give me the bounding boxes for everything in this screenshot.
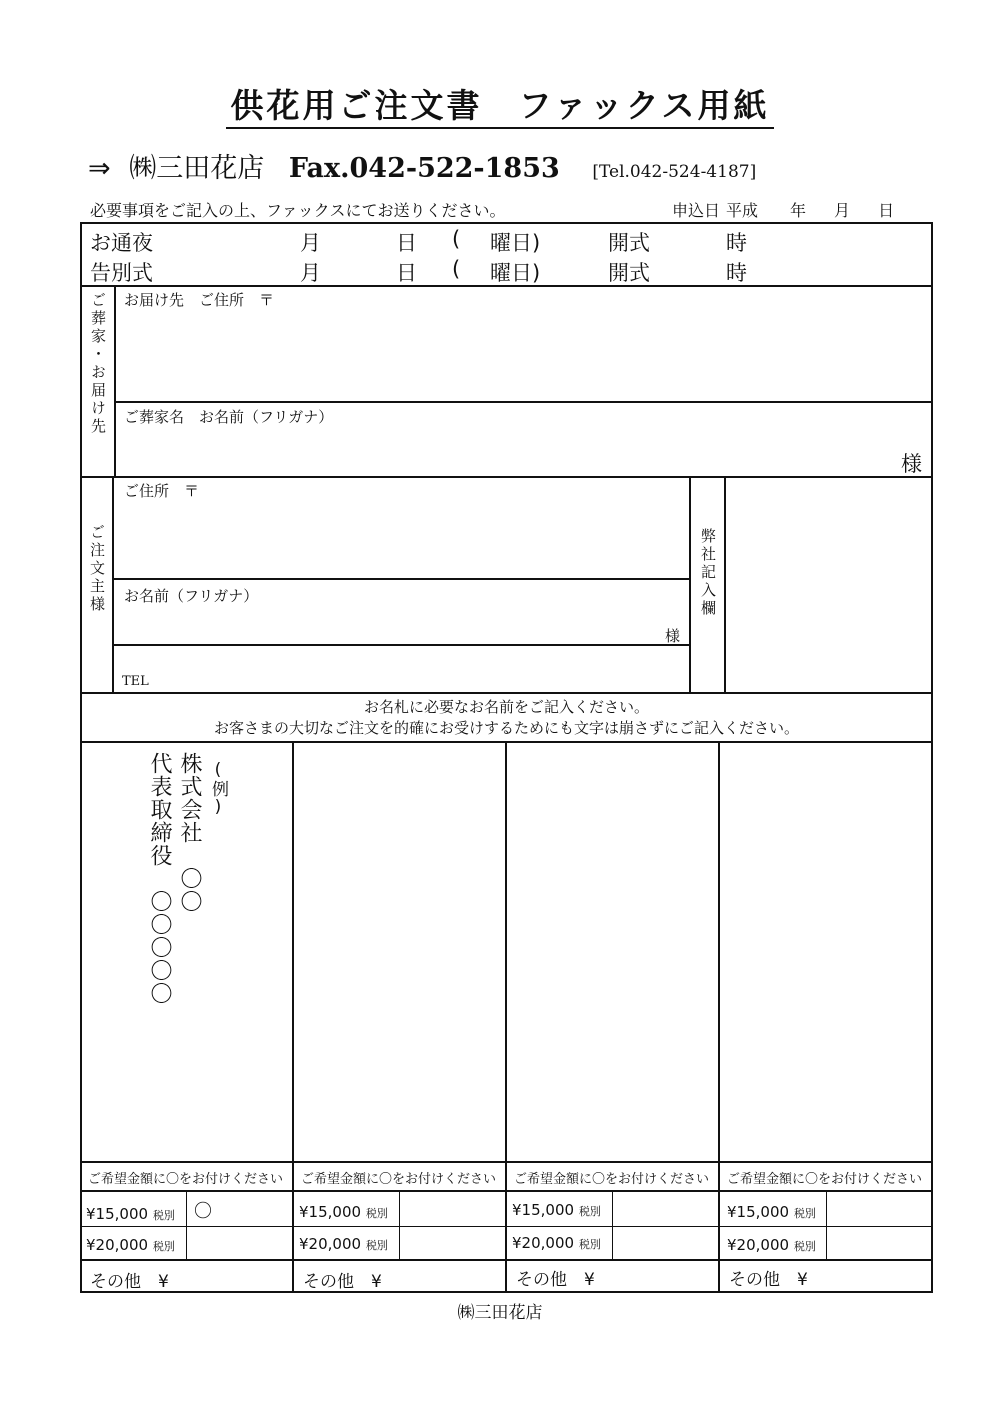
wake-label: お通夜 (90, 231, 153, 255)
funeral-start: 開式 (608, 261, 650, 285)
office-use-label: 弊社記入欄 (699, 528, 717, 618)
price-header: ご希望金額に〇をお付けください (88, 1172, 284, 1187)
name-card-area-4[interactable] (720, 743, 930, 1160)
year-label: 年 (790, 201, 807, 220)
selected-circle-icon: 〇 (194, 1201, 212, 1222)
price-header: ご希望金額に〇をお付けください (727, 1172, 923, 1187)
apply-label: 申込日 (672, 201, 721, 220)
price-column-3 (508, 1163, 718, 1291)
price-column-4 (721, 1163, 931, 1291)
wake-month: 月 (300, 231, 321, 255)
price-option-20000: ¥20,000 税別 (86, 1236, 175, 1254)
fax-destination (88, 146, 756, 185)
wake-hour: 時 (726, 231, 747, 255)
price-other[interactable]: その他 ¥ (729, 1270, 808, 1290)
example-tag: (例) (208, 760, 228, 817)
price-column-2 (295, 1163, 505, 1291)
apply-date (672, 198, 894, 221)
name-card-note-2: お客さまの大切なご注文を的確にお受けするためにも文字は崩さずにご記入ください。 (213, 719, 799, 737)
ceremony-row-funeral (90, 257, 930, 283)
fax-number: Fax.042-522-1853 (288, 153, 560, 184)
document-title: 供花用ご注文書 ファックス用紙 (0, 80, 1000, 127)
wake-paren: ( (452, 227, 461, 251)
era-label: 平成 (726, 201, 759, 220)
day-label: 日 (878, 201, 895, 220)
funeral-name-label: ご葬家名 お名前（フリガナ） (124, 408, 334, 426)
price-header: ご希望金額に〇をお付けください (514, 1172, 710, 1187)
funeral-hour: 時 (726, 261, 747, 285)
ceremony-row-wake (90, 227, 930, 253)
name-card-area-3[interactable] (507, 743, 717, 1160)
funeral-month: 月 (300, 261, 321, 285)
funeral-side-label: ご葬家・お届け先 (89, 292, 107, 436)
wake-day: 日 (396, 231, 417, 255)
price-option-20000[interactable]: ¥20,000 税別 (299, 1235, 388, 1253)
month-label: 月 (834, 201, 851, 220)
tel-field[interactable] (160, 650, 686, 690)
instruction-text: 必要事項をご記入の上、ファックスにてお送りください。 (90, 201, 506, 220)
delivery-address-field[interactable] (116, 305, 930, 399)
price-option-15000[interactable]: ¥15,000 税別 (512, 1201, 601, 1219)
orderer-side-label: ご注文主様 (88, 524, 106, 614)
orderer-honorific: 様 (665, 627, 681, 645)
price-column-1 (82, 1163, 292, 1291)
price-option-15000[interactable]: ¥15,000 税別 (727, 1203, 816, 1221)
name-card-area-2[interactable] (294, 743, 504, 1160)
price-option-20000[interactable]: ¥20,000 税別 (727, 1236, 816, 1254)
tel-label: TEL (122, 674, 149, 689)
price-other[interactable]: その他 ¥ (516, 1270, 595, 1290)
funeral-honorific: 様 (901, 452, 922, 476)
funeral-label: 告別式 (90, 261, 153, 285)
name-card-note-1: お名札に必要なお名前をご記入ください。 (363, 698, 649, 716)
price-option-15000[interactable]: ¥15,000 税別 (299, 1203, 388, 1221)
price-option-15000: ¥15,000 税別 (86, 1205, 175, 1223)
price-header: ご希望金額に〇をお付けください (301, 1172, 497, 1187)
delivery-address-label: お届け先 ご住所 〒 (124, 291, 275, 309)
price-other[interactable]: その他 ¥ (303, 1272, 382, 1292)
example-company: 株式会社 〇〇 (177, 752, 202, 913)
tel-number: [Tel.042-524-4187] (592, 162, 757, 182)
arrow-icon: ⇒ (88, 153, 111, 184)
funeral-weekday: 曜日) (490, 261, 541, 285)
orderer-address-field[interactable] (116, 500, 686, 576)
example-representative: 代表取締役 〇〇〇〇〇 (147, 752, 172, 1005)
funeral-paren: ( (452, 257, 461, 281)
wake-start: 開式 (608, 231, 650, 255)
orderer-name-field[interactable] (116, 604, 656, 642)
orderer-address-label: ご住所 〒 (124, 482, 200, 500)
orderer-name-label: お名前（フリガナ） (124, 587, 259, 605)
footer-shop-name: ㈱三田花店 (457, 1303, 543, 1323)
price-option-20000[interactable]: ¥20,000 税別 (512, 1234, 601, 1252)
price-other: その他 ¥ (90, 1272, 169, 1292)
wake-weekday: 曜日) (490, 231, 541, 255)
funeral-name-field[interactable] (116, 424, 896, 474)
shop-name: ㈱三田花店 (129, 153, 265, 184)
funeral-day: 日 (396, 261, 417, 285)
